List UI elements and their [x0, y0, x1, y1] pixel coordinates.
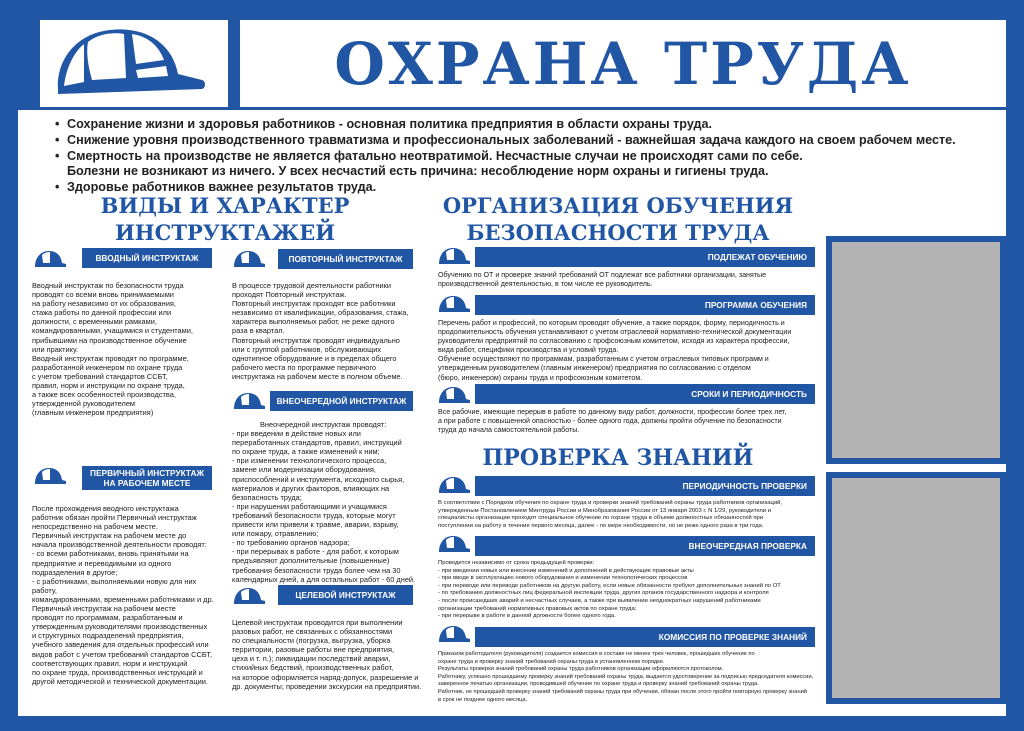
hard-hat-icon [437, 245, 471, 267]
section-heading-training: ОРГАНИЗАЦИЯ ОБУЧЕНИЯ БЕЗОПАСНОСТИ ТРУДА [442, 193, 794, 245]
unscheduled-check-text: Проводится независимо от срока предыдущей проверки: - при введении новых или внесении изменений и дополнений в действующие правовые акты - при вводе в эксплуатацию нового оборудования и изменении технологических процессов - при переводе или переводе работников на другую работу, если новые обязанности требуют дополнительных знаний по ОТ - по требованию должностных лиц федеральной инспекции труда, других органов государственного надзора и контроля - после происшедших аварий и несчастных случаев, а также при выявлении неоднократных нарушений работниками организации требований нормативных правовых актов по охране труда; - при перерыве в работе в данной должности более одного года. [438, 560, 781, 620]
principle-item: • Смертность на производстве не является фатально неотвратимой. Несчастные случаи не происходят сами по себе. [55, 148, 803, 163]
hard-hat-icon [437, 384, 471, 406]
hard-hat-icon [40, 20, 228, 107]
program-text: Перечень работ и профессий, по которым проводят обучение, а также порядок, форму, периодичность и продолжительность обучения устанавливают с учетом отраслевой нормативно-технической документации руководители предприятий по согласованию с профсоюзным комитетом, исходя из характера профессии, вида работ, специфики производства и условий труда. Обучение осуществляют по программам, разработанным с учетом отраслевых типовых программ и утвержденным руководителем (главным инженером) предприятия по согласованию с отделом (бюро, инженером) охраны труда и профсоюзным комитетом. [438, 319, 792, 382]
unscheduled-text: Внеочередной инструктаж проводят: - при введении в действие новых или переработанных стандартов, правил, инструкций по охране труда, а также изменений к ним; - при изменении технологического процесса, замене или модернизации оборудования, приспособлений и инструмента, исходного сырья, материалов и других факторов, влияющих на безопасность труда; - при нарушении работающими и учащимися требований безопасности труда, которые могут привести или привели к травме, аварии, взрыву, или пожару, отравлению; - по требованию органов надзора; - при перерывах в работе - для работ, к которым предъявляют дополнительные (повышенные) требования безопасности труда более чем на 30 календарных дней, а для остальных работ - 60 дней. [232, 420, 416, 584]
section-bar-unscheduled-check: ВНЕОЧЕРЕДНАЯ ПРОВЕРКА [475, 536, 815, 556]
induction-text: Вводный инструктаж по безопасности труда проводят со всеми вновь принимаемыми на работу независимо от их образования, стажа работы по данной профессии или должности, с временными рамками, командированными, учащимися и студентами, прибывшими на производственное обучение или практику. Вводный инструктаж проводят по программе, разработанной инженером по охране труда с учетом требований стандартов ССБТ, правил, норм и инструкции по охране труда, а также всех особенностей производства, утвержденной руководителем (главным инженером предприятия) [32, 281, 193, 418]
section-bar-unscheduled: ВНЕОЧЕРЕДНОЙ ИНСТРУКТАЖ [270, 391, 413, 411]
document-pocket-bottom [826, 472, 1006, 704]
document-pocket-top [826, 236, 1006, 464]
hard-hat-icon [232, 390, 266, 412]
principle-item: • Снижение уровня производственного травматизма и профессиональных заболеваний - важнейшая задача каждого на своем рабочем месте. [55, 132, 956, 147]
hard-hat-icon [437, 623, 471, 645]
hard-hat-icon [232, 585, 266, 607]
principle-item: Болезни не возникают из ничего. У всех несчастий есть причина: несоблюдение норм охраны и гигиены труда. [67, 164, 769, 179]
primary-text: После прохождения вводного инструктажа работник обязан пройти Первичный инструктаж непосредственно на рабочем месте. Первичный инструктаж на рабочем месте до начала производственной деятельности проводят: - со всеми работниками, вновь принятыми на предприятие и переводимыми из одного подразделения в другое; - с работниками, выполняемыми новую для них работу, командированными, временными работниками и др. Первичный инструктаж на рабочем месте проводят по программам, разработанным и утвержденным руководителями производственных и структурных подразделений предприятия, учебного заведения для отдельных профессий или видов работ с учетом требований стандартов ССБТ, соответствующих правил, норм и инструкций по охране труда, производственных инструкций и другой методической и технической документации. [32, 504, 214, 686]
hard-hat-icon [437, 293, 471, 315]
section-heading-instructions: ВИДЫ И ХАРАКТЕР ИНСТРУКТАЖЕЙ [100, 193, 350, 245]
section-bar-subject: ПОДЛЕЖАТ ОБУЧЕНИЮ [475, 247, 815, 267]
helmet-logo-box [40, 20, 228, 107]
principle-item: • Здоровье работников важнее результатов труда. [55, 180, 377, 195]
section-bar-commission: КОМИССИЯ ПО ПРОВЕРКЕ ЗНАНИЙ [475, 627, 815, 647]
section-bar-terms: СРОКИ И ПЕРИОДИЧНОСТЬ [475, 384, 815, 404]
section-bar-program: ПРОГРАММА ОБУЧЕНИЯ [475, 295, 815, 315]
section-bar-targeted: ЦЕЛЕВОЙ ИНСТРУКТАЖ [278, 585, 413, 605]
section-heading-knowledge-check: ПРОВЕРКА ЗНАНИЙ [482, 445, 754, 471]
principles-list [55, 117, 985, 196]
terms-text: Все рабочие, имеющие перерыв в работе по данному виду работ, должности, профессии более трех лет, а при работе с повышенной опасностью - более одного года, должны пройти обучение по безопасности труда до начала самостоятельной работы. [438, 408, 787, 435]
hard-hat-icon [33, 465, 67, 487]
hard-hat-icon [232, 248, 266, 270]
section-bar-repeat: ПОВТОРНЫЙ ИНСТРУКТАЖ [278, 249, 413, 269]
title-box [240, 20, 1006, 107]
principle-item: • Сохранение жизни и здоровья работников - основная политика предприятия в области охраны труда. [55, 117, 713, 131]
repeat-text: В процессе трудовой деятельности работники проходят Повторный инструктаж. Повторный инструктаж проходят все работники независимо от квалификации, образования, стажа, характера выполняемых работ, не реже одного раза в квартал. Повторный инструктаж проводят индивидуально или с группой работников, обслуживающих однотипное оборудование и в пределах общего рабочего места по программе первичного инструктажа на рабочем месте в полном объеме. [232, 281, 409, 381]
subject-text: Обучению по ОТ и проверке знаний требований ОТ подлежат все работники организации, занятые производственной деятельностью, в том числе ее руководитель. [438, 271, 767, 289]
hard-hat-icon [437, 474, 471, 496]
targeted-text: Целевой инструктаж проводится при выполнении разовых работ, не связанных с обязанностями по специальности (погрузка, выгрузка, уборка территории, разовые работы вне предприятия, цеха и т. п.); ликвидации последствий аварии, стихийных бедствий, производственных работ, на которое оформляется наряд-допуск, разрешение и др. документы; проведении экскурсии на предприятии. [232, 618, 422, 691]
section-bar-primary: ПЕРВИЧНЫЙ ИНСТРУКТАЖ НА РАБОЧЕМ МЕСТЕ [82, 466, 212, 490]
section-bar-frequency: ПЕРИОДИЧНОСТЬ ПРОВЕРКИ [475, 476, 815, 496]
frequency-text: В соответствии с Порядком обучения по охране труда и проверки знаний требований охраны труда работников организаций, утвержденным Постановлением Минтруда России и Минобразования России от 13 января 2003 г. N 1/29, руководители и специалисты организации проходят специальное обучение по охране труда в объеме должностных обязанностей при поступлении на работу в течение первого месяца, далее - по мере необходимости, но не реже одного раза в три года. [438, 500, 783, 529]
section-bar-induction: ВВОДНЫЙ ИНСТРУКТАЖ [82, 248, 212, 268]
commission-text: Приказом работодателя (руководителя) создается комиссия в составе не менее трех человек, прошедших обучение по охране труда и проверку знаний требований охраны труда в установленном порядке. Результаты проверки знаний требований охраны труда работников организации оформляются протоколом. Работнику, успешно прошедшему проверку знаний требований охраны труда, выдается удостоверение за подписью председателя комиссии, заверенное печатью организации, проводившей обучение по охране труда и проверку знаний требований охраны труда. Работник, не прошедший проверку знаний требований охраны труда при обучении, обязан после этого пройти повторную проверку знаний в срок не позднее одного месяца. [438, 651, 814, 703]
page-title: ОХРАНА ТРУДА [334, 29, 912, 98]
hard-hat-icon [437, 533, 471, 555]
hard-hat-icon [33, 248, 67, 270]
